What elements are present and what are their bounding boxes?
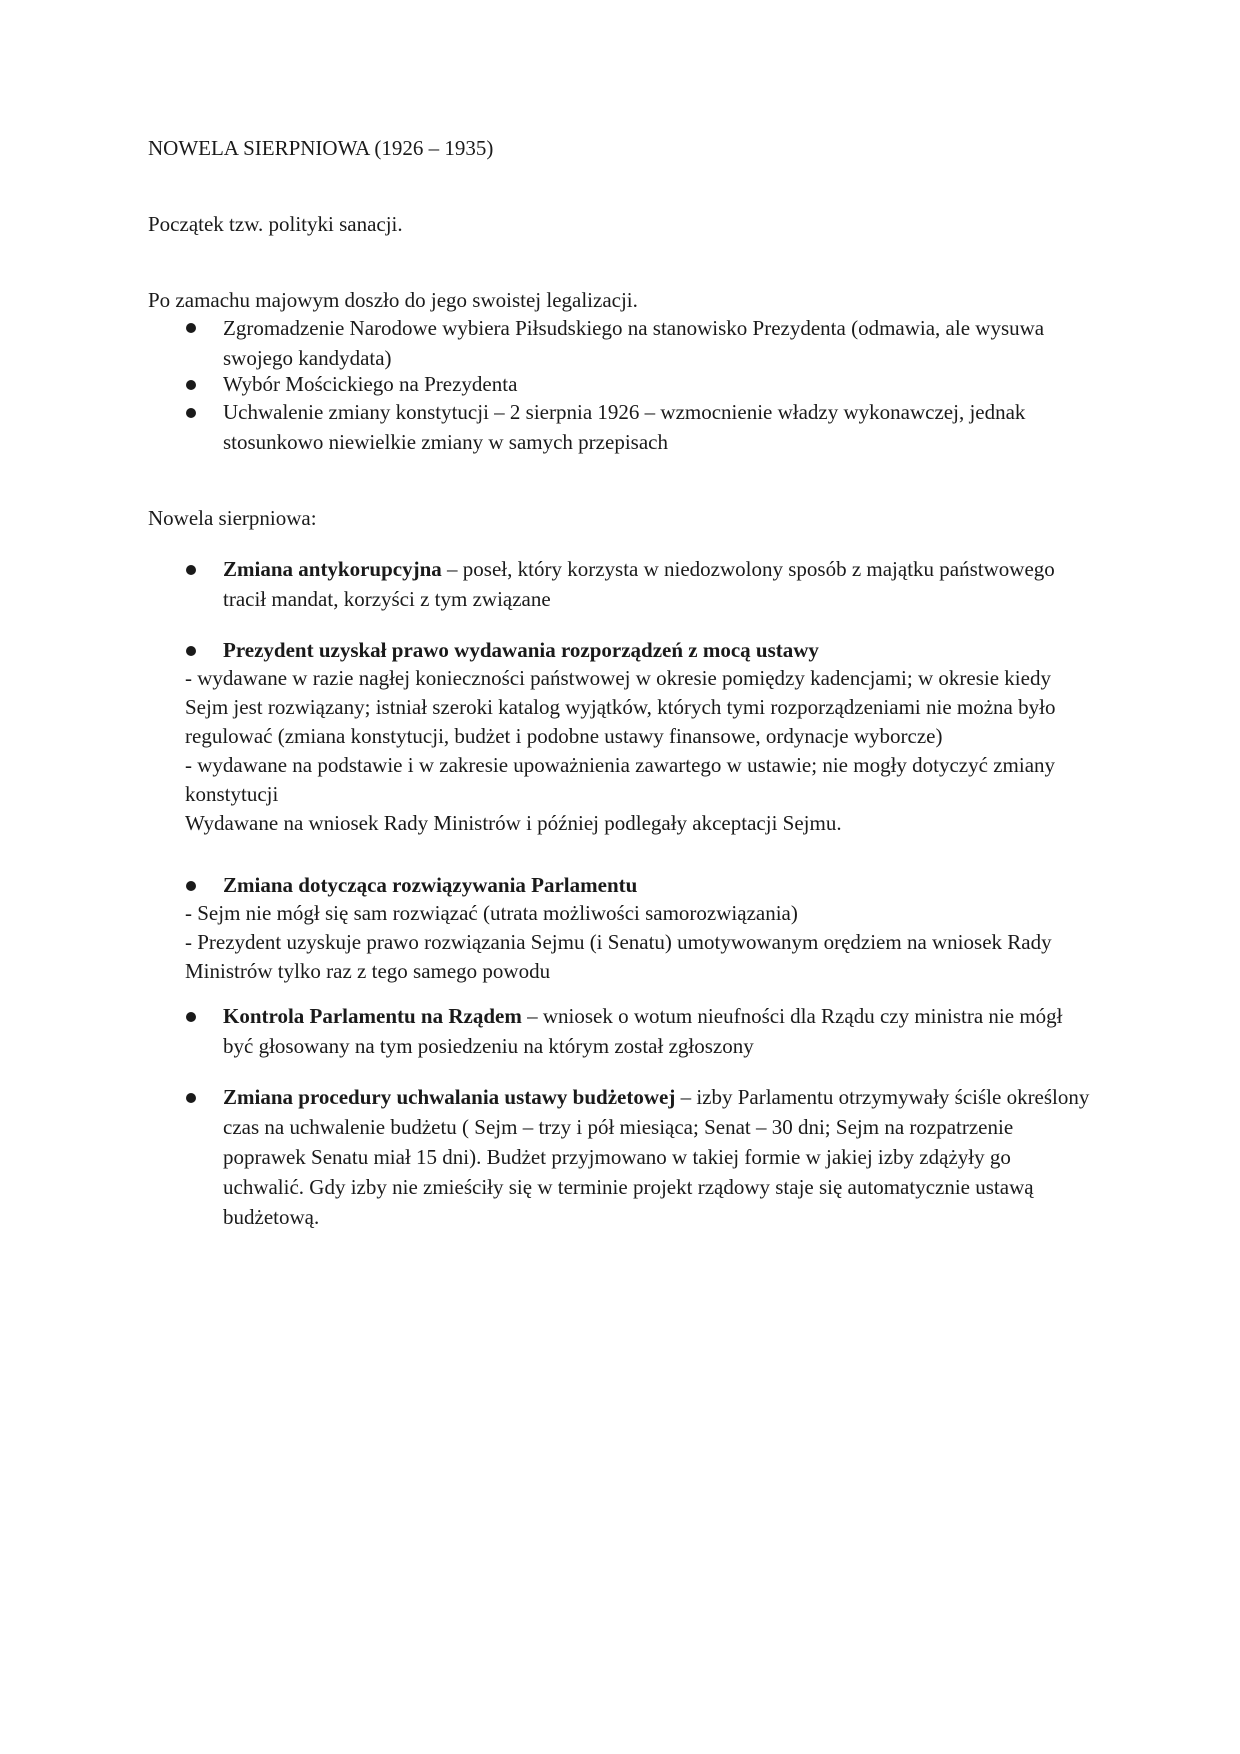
- bullet-icon: [186, 408, 196, 418]
- section-heading-text: Zmiana dotycząca rozwiązywania Parlamentu: [223, 873, 638, 897]
- list-item: Zgromadzenie Narodowe wybiera Piłsudskiego na stanowisko Prezydenta (odmawia, ale wysuwa swojego kandydata): [223, 316, 1045, 370]
- section-text: – wniosek o wotum nieufności dla Rządu czy ministra nie mógł być głosowany na tym posiedzeniu na którym został zgłoszony: [223, 1004, 1063, 1058]
- section-parlament-body: [185, 899, 1085, 986]
- section-kontrola: [223, 1001, 1093, 1061]
- bullet-icon: [186, 646, 196, 656]
- section-line: - Prezydent uzyskuje prawo rozwiązania Sejmu (i Senatu) umotywowanym orędziem na wniosek Rady Ministrów tylko raz z tego samego powodu: [185, 930, 1052, 983]
- section-line: - Sejm nie mógł się sam rozwiązać (utrata możliwości samorozwiązania): [185, 901, 798, 925]
- bullet-icon: [186, 380, 196, 390]
- section-heading: [223, 635, 1093, 665]
- list-item: Wybór Mościckiego na Prezydenta: [223, 372, 518, 396]
- section-budzet: [223, 1082, 1093, 1232]
- section-heading: Zmiana antykorupcyjna: [223, 557, 442, 581]
- bullet-icon: [186, 1012, 196, 1022]
- bullet-icon: [186, 565, 196, 575]
- section-text: – izby Parlamentu otrzymywały ściśle określony czas na uchwalenie budżetu ( Sejm – trzy i pół miesiąca; Senat – 30 dni; Sejm na rozpatrzenie poprawek Senatu miał 15 dni). Budżet przyjmowano w takiej formie w jakiej izby zdążyły go uchwalić. Gdy izby nie zmieściły się w terminie projekt rządowy staje się automatycznie ustawą budżetową.: [223, 1085, 1090, 1229]
- bullet-icon: [186, 881, 196, 891]
- list-item: Uchwalenie zmiany konstytucji – 2 sierpnia 1926 – wzmocnienie władzy wykonawczej, jednak stosunkowo niewielkie zmiany w samych przepisach: [223, 400, 1026, 454]
- section-heading: [223, 870, 1093, 900]
- section-line: - wydawane na podstawie i w zakresie upoważnienia zawartego w ustawie; nie mogły dotyczyć zmiany konstytucji: [185, 753, 1056, 806]
- section-line: Wydawane na wniosek Rady Ministrów i później podlegały akceptacji Sejmu.: [185, 811, 842, 835]
- section-text: – poseł, który korzysta w niedozwolony sposób z majątku państwowego tracił mandat, korzyści z tym związane: [223, 557, 1055, 611]
- section-heading: Zmiana procedury uchwalania ustawy budżetowej: [223, 1085, 676, 1109]
- intro-paragraph: Początek tzw. polityki sanacji.: [148, 212, 403, 236]
- nowela-heading: Nowela sierpniowa:: [148, 506, 317, 530]
- section-line: - wydawane w razie nagłej konieczności państwowej w okresie pomiędzy kadencjami; w okresie kiedy Sejm jest rozwiązany; istniał szeroki katalog wyjątków, których tymi rozporządzeniami nie można było regulować (zmiana konstytucji, budżet i podobne ustawy finansowe, ordynacje wyborcze): [185, 666, 1056, 748]
- section-antykorupcyjna: [223, 554, 1093, 614]
- bullet-icon: [186, 1093, 196, 1103]
- section-rozporzadzenia-body: [185, 664, 1085, 838]
- context-heading: Po zamachu majowym doszło do jego swoistej legalizacji.: [148, 288, 638, 312]
- document-title: NOWELA SIERPNIOWA (1926 – 1935): [148, 136, 494, 160]
- section-heading: Kontrola Parlamentu na Rządem: [223, 1004, 522, 1028]
- section-heading-text: Prezydent uzyskał prawo wydawania rozporządzeń z mocą ustawy: [223, 638, 819, 662]
- bullet-icon: [186, 323, 196, 333]
